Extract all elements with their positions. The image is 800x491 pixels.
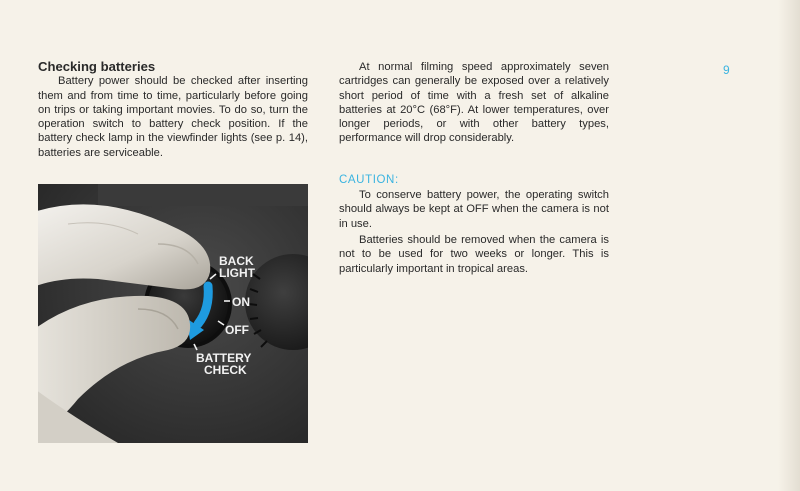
caution-paragraph-2: Batteries should be removed when the camera is not to be used for two weeks or longer. This is particularly important in tropical areas. bbox=[339, 233, 609, 275]
page-number: 9 bbox=[723, 63, 730, 77]
label-battery: BATTERY bbox=[196, 351, 252, 365]
right-column bbox=[339, 60, 609, 276]
caution-title: CAUTION: bbox=[339, 173, 399, 186]
battery-check-photo bbox=[38, 184, 308, 443]
label-on: ON bbox=[232, 295, 250, 309]
section-heading: Checking batteries bbox=[38, 59, 156, 74]
page-edge-shadow bbox=[778, 0, 800, 491]
label-off: OFF bbox=[225, 323, 249, 337]
label-light: LIGHT bbox=[219, 266, 255, 280]
label-back: BACK bbox=[219, 254, 254, 268]
filming-capacity-paragraph: At normal filming speed approximately seven cartridges can generally be exposed over a relatively short period of time with a fresh set of alkaline batteries at 20°C (68°F). At lower temperatures, over longer periods, or with other battery types, performance will drop considerably. bbox=[339, 61, 609, 145]
caution-paragraph-1: To conserve battery power, the operating switch should always be kept at OFF when the camera is not in use. bbox=[339, 189, 609, 230]
battery-check-paragraph: Battery power should be checked after inserting them and from time to time, particularly before going on trips or taking important movies. To do so, turn the operation switch to battery check position. If the battery check lamp in the viewfinder lights (see p. 14), batteries are serviceable. bbox=[38, 75, 308, 159]
label-check: CHECK bbox=[204, 363, 247, 377]
left-column bbox=[38, 60, 308, 160]
